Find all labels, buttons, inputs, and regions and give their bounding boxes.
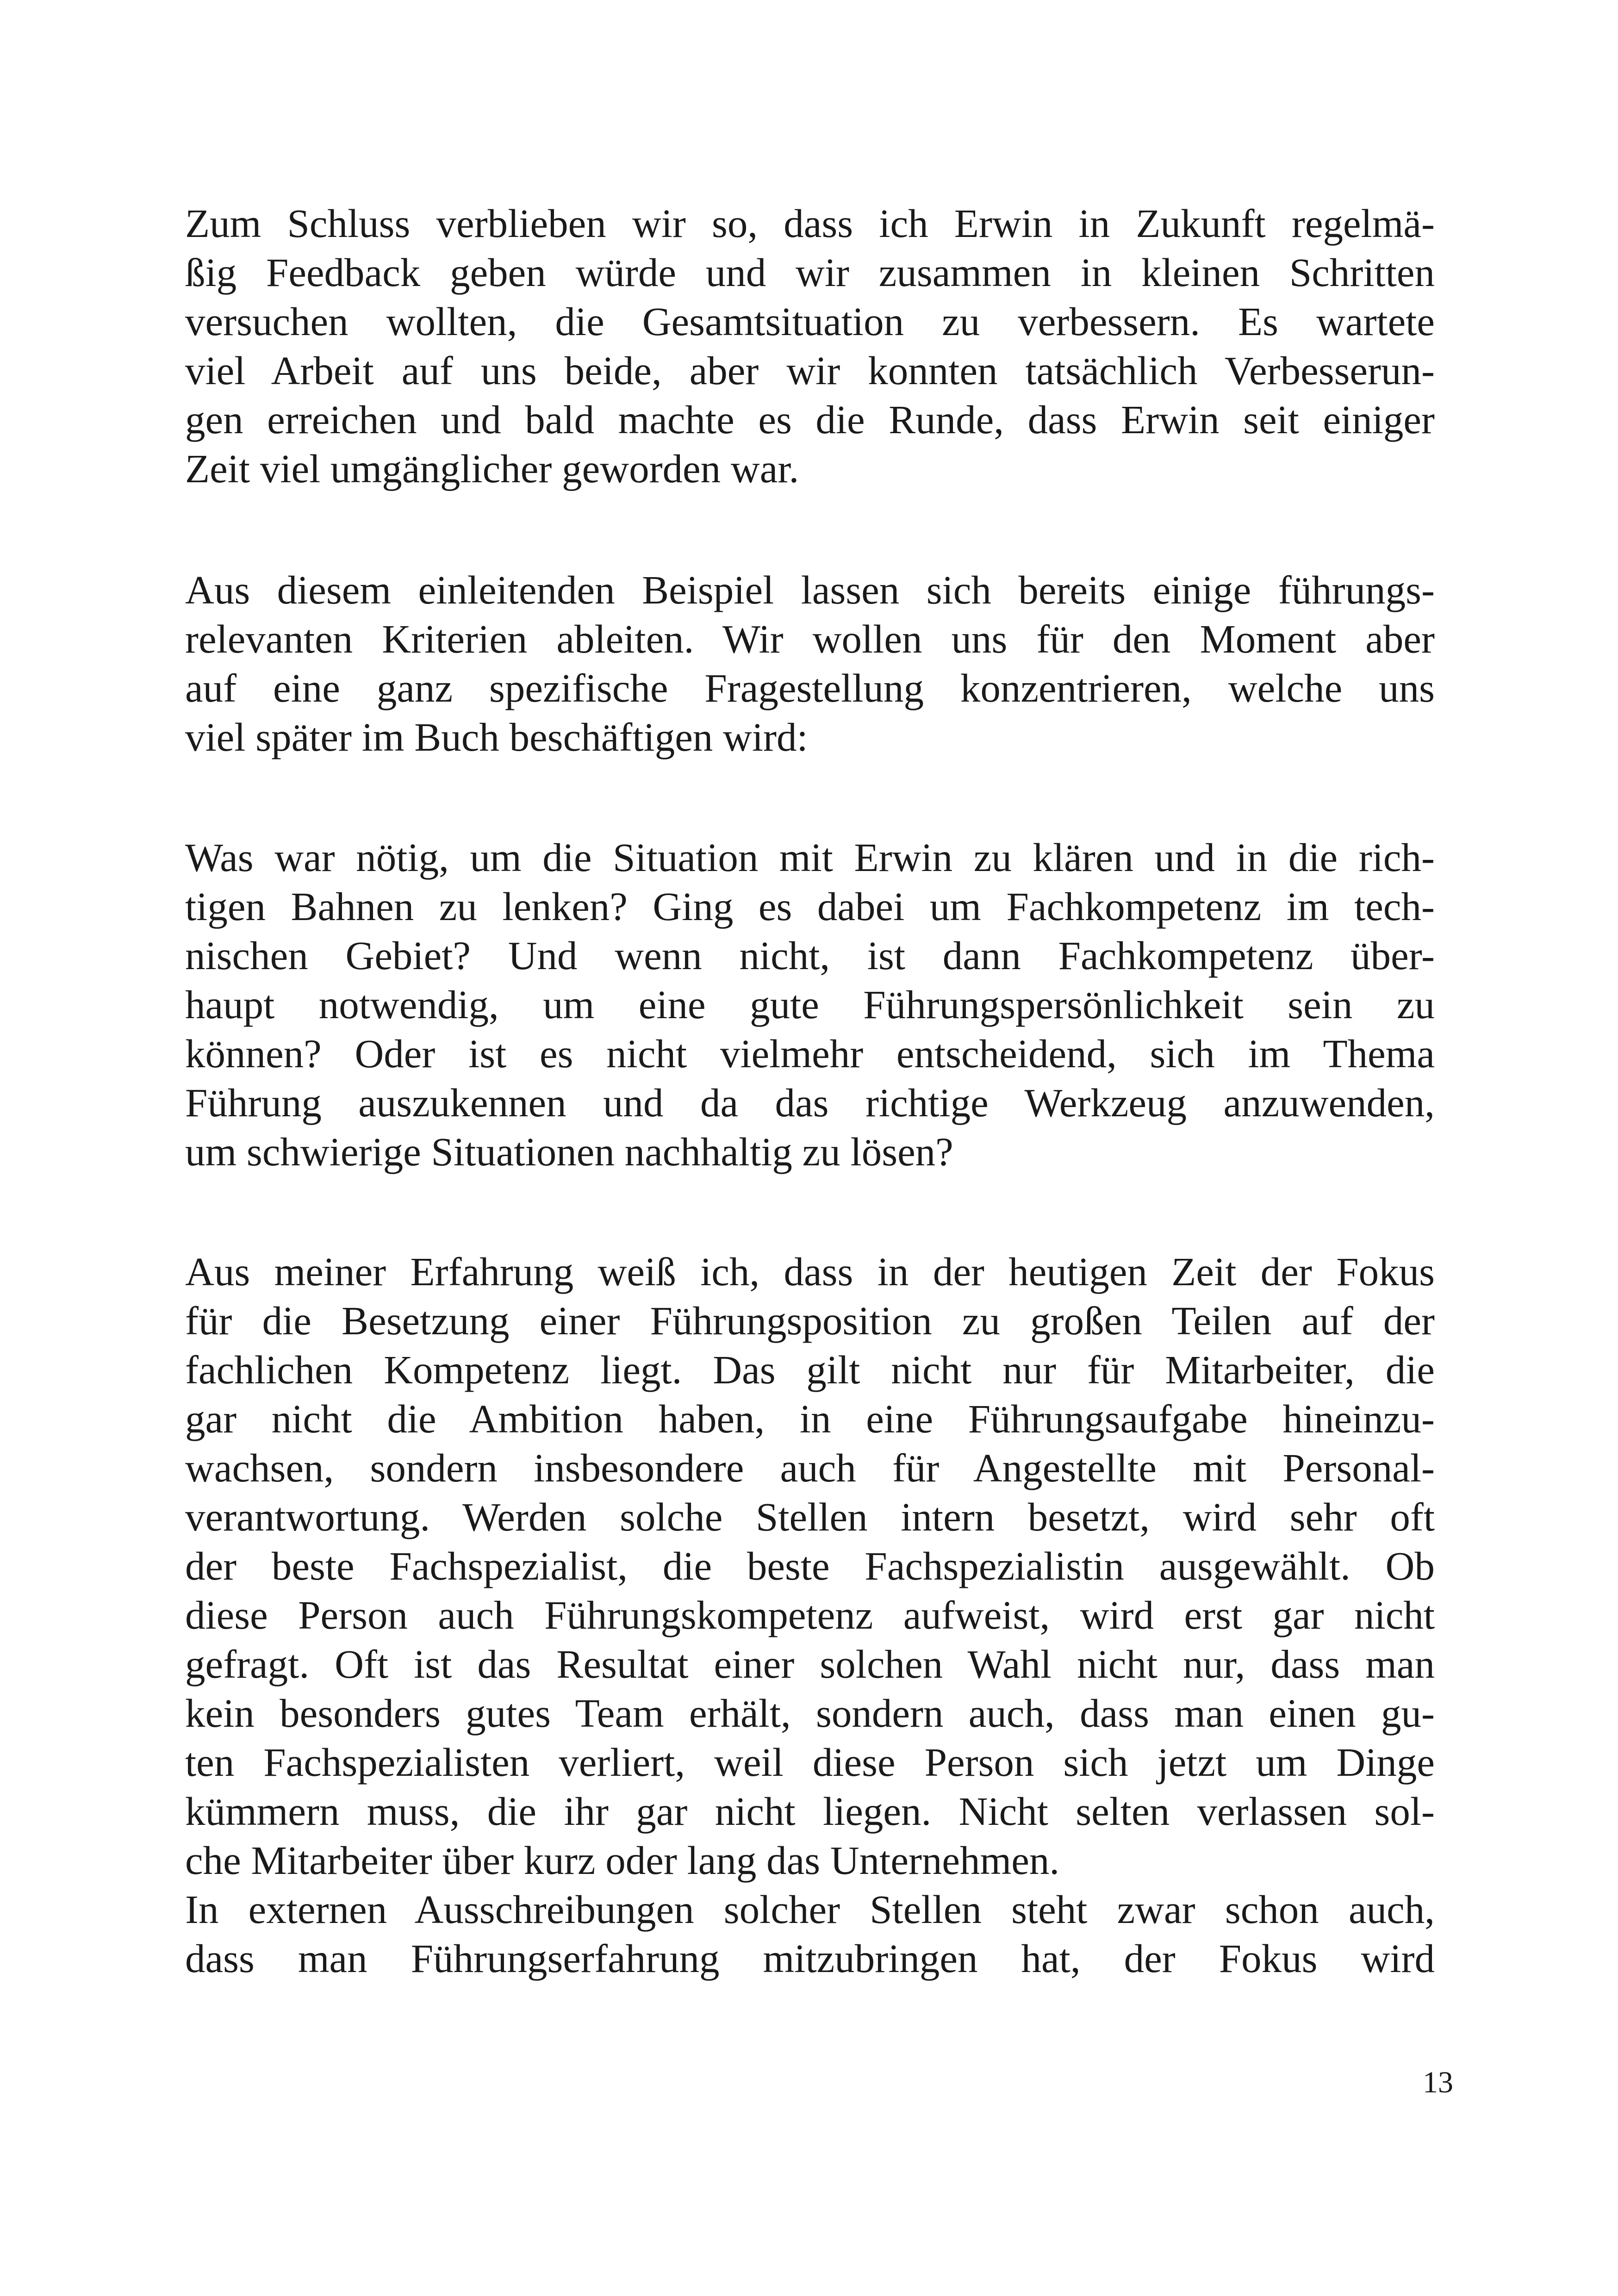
text-line: relevanten Kriterien ableiten. Wir wollen uns für den Moment aber bbox=[185, 616, 1435, 661]
paragraph-3 bbox=[185, 833, 1435, 1176]
text-line: gefragt. Oft ist das Resultat einer solchen Wahl nicht nur, dass man bbox=[185, 1642, 1435, 1686]
text-line: haupt notwendig, um eine gute Führungspersönlichkeit sein zu bbox=[185, 982, 1435, 1027]
text-line: wachsen, sondern insbesondere auch für Angestellte mit Personal- bbox=[185, 1445, 1435, 1490]
text-line: Aus meiner Erfahrung weiß ich, dass in der heutigen Zeit der Fokus bbox=[185, 1249, 1435, 1294]
paragraph-4 bbox=[185, 1247, 1435, 1983]
page-number: 13 bbox=[1423, 2066, 1453, 2099]
text-line: gen erreichen und bald machte es die Runde, dass Erwin seit einiger bbox=[185, 397, 1435, 442]
text-line: viel später im Buch beschäftigen wird: bbox=[185, 715, 808, 759]
text-line: fachlichen Kompetenz liegt. Das gilt nicht nur für Mitarbeiter, die bbox=[185, 1347, 1435, 1392]
text-line: Zeit viel umgänglicher geworden war. bbox=[185, 446, 799, 491]
text-line: der beste Fachspezialist, die beste Fachspezialistin ausgewählt. Ob bbox=[185, 1543, 1435, 1588]
text-line: Führung auszukennen und da das richtige Werkzeug anzuwenden, bbox=[185, 1080, 1435, 1125]
text-line: Aus diesem einleitenden Beispiel lassen sich bereits einige führungs- bbox=[185, 567, 1435, 612]
text-line: ßig Feedback geben würde und wir zusammen in kleinen Schritten bbox=[185, 250, 1435, 295]
paragraph-2 bbox=[185, 566, 1435, 762]
text-line: versuchen wollten, die Gesamtsituation zu verbessern. Es wartete bbox=[185, 299, 1435, 344]
text-line: che Mitarbeiter über kurz oder lang das Unternehmen. bbox=[185, 1838, 1060, 1883]
text-line: für die Besetzung einer Führungsposition zu großen Teilen auf der bbox=[185, 1298, 1435, 1343]
text-line: auf eine ganz spezifische Fragestellung konzentrieren, welche uns bbox=[185, 666, 1435, 710]
paragraph-1 bbox=[185, 199, 1435, 493]
text-line: nischen Gebiet? Und wenn nicht, ist dann Fachkompetenz über- bbox=[185, 933, 1435, 978]
text-line: dass man Führungserfahrung mitzubringen hat, der Fokus wird bbox=[185, 1936, 1435, 1981]
text-line: können? Oder ist es nicht vielmehr entscheidend, sich im Thema bbox=[185, 1031, 1435, 1076]
text-line: um schwierige Situationen nachhaltig zu lösen? bbox=[185, 1129, 953, 1174]
text-line: ten Fachspezialisten verliert, weil diese Person sich jetzt um Dinge bbox=[185, 1740, 1435, 1785]
text-line: Was war nötig, um die Situation mit Erwin zu klären und in die rich- bbox=[185, 835, 1435, 880]
text-line: Zum Schluss verblieben wir so, dass ich Erwin in Zukunft regelmä- bbox=[185, 201, 1435, 246]
text-line: In externen Ausschreibungen solcher Stellen steht zwar schon auch, bbox=[185, 1887, 1435, 1932]
text-line: verantwortung. Werden solche Stellen intern besetzt, wird sehr oft bbox=[185, 1494, 1435, 1539]
text-line: gar nicht die Ambition haben, in eine Führungsaufgabe hineinzu- bbox=[185, 1396, 1435, 1441]
text-line: viel Arbeit auf uns beide, aber wir konnten tatsächlich Verbesserun- bbox=[185, 348, 1435, 393]
text-line: tigen Bahnen zu lenken? Ging es dabei um Fachkompetenz im tech- bbox=[185, 884, 1435, 929]
text-line: kein besonders gutes Team erhält, sondern auch, dass man einen gu- bbox=[185, 1691, 1435, 1736]
text-line: diese Person auch Führungskompetenz aufweist, wird erst gar nicht bbox=[185, 1593, 1435, 1637]
text-line: kümmern muss, die ihr gar nicht liegen. Nicht selten verlassen sol- bbox=[185, 1789, 1435, 1834]
